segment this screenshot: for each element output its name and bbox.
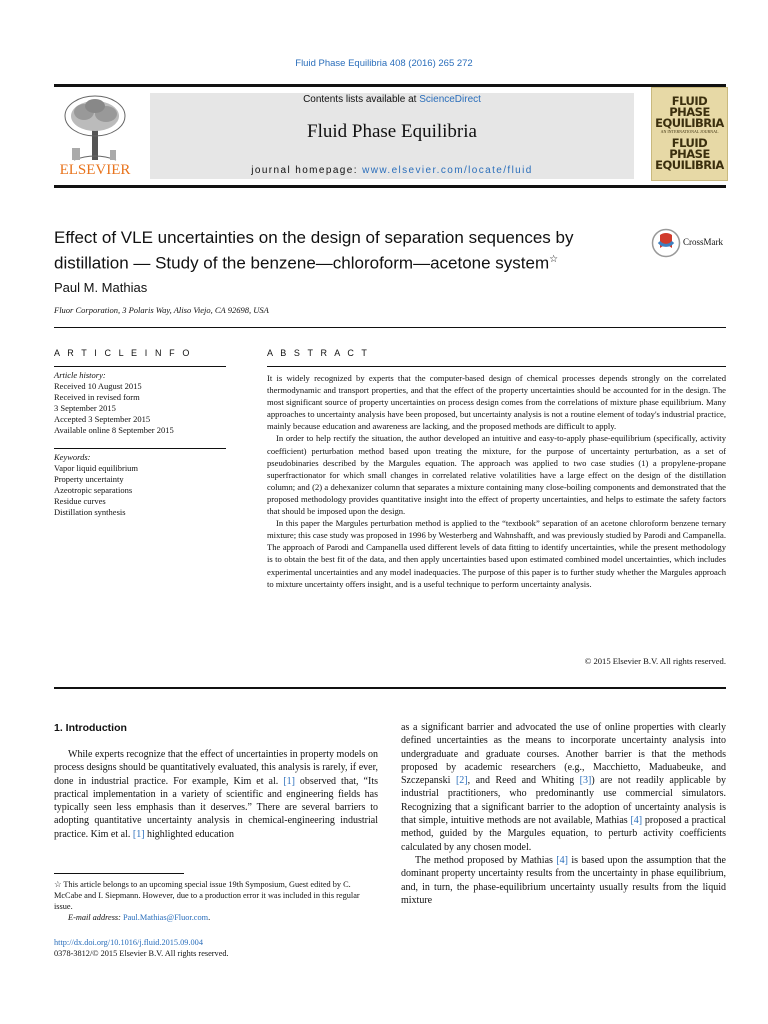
text-run: observed that, “Its practical implementation in a variety of scientific and engineering fields has typically seen less emphasis than it deserves.” There are several barriers to adopting quantitative uncertainty analysis in chemical-engineering industrial practice. Kim et al. [54,775,378,840]
text-run: is based upon the assumption that the dominant property uncertainty results from the uncertainty in phase equilibrium, and, in turn, the phase-equilibrium uncertainty usually results from the liquid mixture [401,854,726,906]
text-run: , and Reed and Whiting [467,775,580,787]
text-run: proposed a practical method, guided by the Margules equation, to perturb activity coefficients calculated by any chosen model. [401,815,726,853]
cover-line: FLUID PHASE [669,136,710,161]
body-top-rule [54,687,726,689]
cover-line: EQUILIBRIA [655,116,724,130]
crossmark-label: CrossMark [683,237,723,247]
doi-link[interactable]: http://dx.doi.org/10.1016/j.fluid.2015.09.004 [54,938,203,947]
author-name: Paul M. Mathias [54,280,148,295]
keyword-item: Distillation synthesis [54,507,126,517]
journal-banner [150,93,634,179]
abstract-heading: A B S T R A C T [267,348,370,358]
history-item: Received in revised form [54,392,140,402]
elsevier-logo [54,90,136,182]
text-run: While experts recognize that the effect of uncertainties in property models on process designs should be quantitatively evaluated, this analysis is rarely, if ever, done in industrial practice. For example, Kim et al. [54,749,378,787]
body-paragraph [401,854,726,907]
body-paragraph [401,721,726,854]
abstract-copyright: © 2015 Elsevier B.V. All rights reserved. [584,656,726,666]
article-info-rule [54,366,226,367]
history-item: Accepted 3 September 2015 [54,414,151,424]
keyword-item: Vapor liquid equilibrium [54,463,139,473]
contents-line [150,94,634,105]
footnote-text: ☆ This article belongs to an upcoming special issue 19th Symposium, Guest edited by C. McCabe and I. Siepmann. However, due to a production error it was included in this regular issue. [54,880,360,911]
abstract-body [267,372,726,590]
keyword-item: Residue curves [54,496,106,506]
article-history [54,370,226,436]
author-email-link[interactable]: Paul.Mathias@Fluor.com [123,913,209,922]
homepage-link[interactable]: www.elsevier.com/locate/fluid [362,165,533,176]
contents-prefix: Contents lists available at [303,94,420,105]
reference-link-3[interactable]: [3] [579,775,592,787]
abstract-paragraph: In order to help rectify the situation, the author developed an intuitive and easy-to-apply phase-equilibrium (specifically, activity coefficient) perturbation method based upon treating the mixture, for the purpose of uncertainty perturbation, as a set of pseudobinaries described by the Margules equation. The approach was applied to two case studies (1) a propylene-propane superfractionator for which small changes in correlated relative volatilities have a large effect on the design of the distillation column; and (2) a dehexanizer column that separates a mixture containing many close-boiling components and demonstrated that the proposed methodology provides quantitative insight into the effect of property uncertainties, and helps to estimate the safety factors that should be imposed upon the design. [267,433,726,517]
journal-cover-thumbnail[interactable] [651,87,728,181]
history-item: Available online 8 September 2015 [54,425,174,435]
history-item: Received 10 August 2015 [54,381,142,391]
cover-line: FLUID PHASE [669,94,710,119]
header-rule [54,84,726,87]
journal-title: Fluid Phase Equilibria [307,121,477,142]
reference-link-4[interactable]: [4] [630,815,643,827]
crossmark-icon [651,228,681,258]
abstract-paragraph: It is widely recognized by experts that the computer-based design of chemical processes depends strongly on the correlated thermodynamic and transport properties, and that the effect of the property uncertainties should be accounted for in the design. The most significant source of property uncertainties on process design comes from the correlations of mixture phase equilibrium. Many approaches to uncertainty analysis have been proposed, but uncertainty analysis is not a routine element of today's industrial practice, mainly because education and awareness are lacking, and the proposed methods are difficult to apply. [267,373,726,432]
keywords-label: Keywords: [54,452,91,462]
footnote-email-line [54,912,378,923]
doi-block [54,937,229,959]
abstract-paragraph: In this paper the Margules perturbation method is applied to the “textbook” separation of an acetone chloroform benzene ternary mixture; this case study was proposed in 1996 by Westerberg and Wahnshafft, and was previously studied by Parodi and Campanella. The approach of Parodi and Campanella used different levels of data fitting to identify uncertainties, while the present methodology is to obtain the best fit of the data, and then apply uncertainties based upon estimated combined model uncertainties, which includes experimental uncertainties and any model inadequacies. The purpose of this paper is to further study whether the Margules approach to mixture uncertainty offers insight, and is a useful technique to perform uncertainty analysis. [267,518,726,589]
section-rule [54,327,726,328]
body-paragraph [54,748,378,841]
crossmark-badge[interactable] [651,228,729,260]
text-run: as a significant barrier and advocated the use of online properties with clearly defined uncertainties as the means to incorporate uncertainty analysis into undergraduate and graduate courses. Another barrier is that the methods proposed by academic researchers (e.g., Macchietto, Maduabeuke, and Szczepanski [401,722,726,787]
email-label: E-mail address: [68,913,123,922]
body-column-left [54,748,378,841]
homepage-line [150,165,634,176]
title-star-mark: ☆ [549,254,559,265]
abstract-rule [267,366,726,367]
reference-link-1[interactable]: [1] [283,775,295,787]
cover-subtitle: AN INTERNATIONAL JOURNAL [660,129,719,134]
journal-citation[interactable]: Fluid Phase Equilibria 408 (2016) 265 272 [295,58,473,69]
email-suffix: . [208,913,211,922]
reference-link-4[interactable]: [4] [556,854,568,866]
elsevier-wordmark: ELSEVIER [59,162,131,178]
issn-line: 0378-3812/© 2015 Elsevier B.V. All rights reserved. [54,949,229,958]
footnote [54,879,378,923]
sciencedirect-link[interactable]: ScienceDirect [419,94,481,105]
keywords-rule [54,448,226,449]
article-info-heading: A R T I C L E I N F O [54,348,192,358]
homepage-prefix: journal homepage: [251,165,363,176]
article-title [54,227,634,275]
text-run: The method proposed by Mathias [415,854,557,866]
keyword-item: Azeotropic separations [54,485,133,495]
header-bottom-rule [54,185,726,188]
text-run: highlighted education [144,828,234,840]
author-affiliation: Fluor Corporation, 3 Polaris Way, Aliso Viejo, CA 92698, USA [54,305,269,315]
cover-line: EQUILIBRIA [655,158,724,172]
section-heading-introduction: 1. Introduction [54,722,127,734]
reference-link-1[interactable]: [1] [132,828,145,840]
text-run: ) are not readily applicable by industrial practitioners, who predominantly use commercial simulators. Recognizing that a significant barrier to the adoption of uncertainty analysis is that simple, intuitive methods are not available, Mathias [401,775,726,827]
reference-link-2[interactable]: [2] [455,775,468,787]
title-text: Effect of VLE uncertainties on the design of separation sequences by distillation — Study of the benzene—chloroform—acetone system [54,228,574,273]
keywords-list [54,452,226,518]
keyword-item: Property uncertainty [54,474,124,484]
history-label: Article history: [54,370,106,380]
history-item: 3 September 2015 [54,403,116,413]
footnote-rule [54,873,184,874]
body-column-right [401,721,726,907]
